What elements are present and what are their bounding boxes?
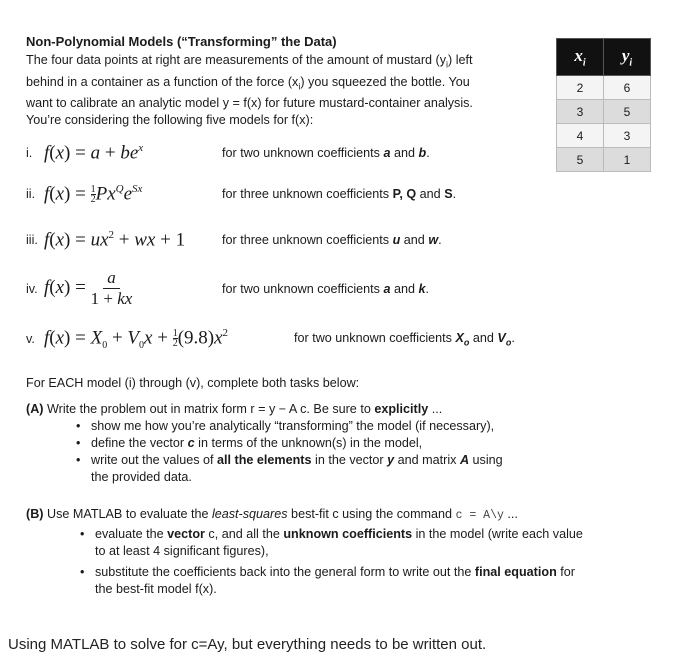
task-a: (A) Write the problem out in matrix form r = y − A c. Be sure to explicitly ... • show me how you’re analytically “transforming” the model (if necessary), • define the vector c in terms of the unknown(s) in the model, • write out the values of all the elements in the vector y and matrix A using the provided data. — [26, 401, 626, 486]
tasks-intro: For EACH model (i) through (v), complete both tasks below: — [26, 376, 360, 390]
task-b-bullet-1: • evaluate the vector c, and all the unknown coefficients in the model (write each value to at least 4 significant figures), — [78, 526, 666, 560]
model-iv: iv. f(x) = $\frac{a}{1 + kx}$ for two unknown coefficients a and k. — [26, 268, 430, 308]
footer-note: Using MATLAB to solve for c=Ay, but everything needs to be written out. — [8, 636, 487, 653]
header-y: $y_i$ — [604, 39, 651, 76]
model-ii: ii. f(x) = $\frac{1}{2}$ $Px^Qe^{Sx}$ for three unknown coefficients P, Q and S. — [26, 183, 457, 206]
model-v: v. $f(x) = X_0 + V_0x$ + $\frac{1}{2}$ $(9.8)x^2$ for two unknown coefficients $X_o$ and $V_o$. — [26, 327, 515, 352]
data-table — [556, 38, 651, 172]
equation-iv: f(x) = $\frac{a}{1 + kx}$ — [44, 268, 133, 308]
table-row: 3 5 — [557, 100, 651, 124]
table-row: 4 3 — [557, 124, 651, 148]
table-row: 2 6 — [557, 76, 651, 100]
table-header-row — [557, 39, 651, 76]
equation-ii: f(x) = $\frac{1}{2}$ $Px^Qe^{Sx}$ — [44, 183, 143, 206]
model-i: i. $f(x) = a + be^x$ for two unknown coefficients a and b. — [26, 142, 430, 164]
equation-i: $f(x) = a + be^x$ — [44, 142, 144, 164]
intro-paragraph: The four data points at right are measurements of the amount of mustard $(y_i)$ left behind in a container as a function of the force $(x_i)$ you squeezed the bottle. You want to calibrate an analytic model y = f(x) for future mustard-container analysis. You’re considering the following five models for f(x): — [26, 53, 473, 128]
task-b-bullet-2: • substitute the coefficients back into the general form to write out the final equation for the best-fit model f(x). — [78, 564, 666, 598]
task-a-bullet-1: • show me how you’re analytically “transforming” the model (if necessary), — [74, 418, 626, 435]
task-b: (B) Use MATLAB to evaluate the least-squares best-fit c using the command c = A\y ... • evaluate the vector c, and all the unknown coefficients in the model (write each value to at least 4 significant figures), • substitute the coefficients back into the general form to write out the final equation for the best-fit model f(x). — [26, 506, 666, 598]
task-a-bullet-2: • define the vector c in terms of the unknown(s) in the model, — [74, 435, 626, 452]
problem-title: Non-Polynomial Models (“Transforming” the Data) — [26, 34, 337, 49]
equation-v: $f(x) = X_0 + V_0x$ + $\frac{1}{2}$ $(9.8)x^2$ — [44, 327, 229, 352]
task-a-bullet-3: • write out the values of all the elements in the vector y and matrix A using the provided data. — [74, 452, 626, 486]
table-row: 5 1 — [557, 148, 651, 172]
model-iii: iii. $f(x) = ux^2$ + wx + 1 for three unknown coefficients u and w. — [26, 229, 442, 251]
equation-iii: $f(x) = ux^2$ + wx + 1 — [44, 229, 186, 251]
header-x: $x_i$ — [557, 39, 604, 76]
